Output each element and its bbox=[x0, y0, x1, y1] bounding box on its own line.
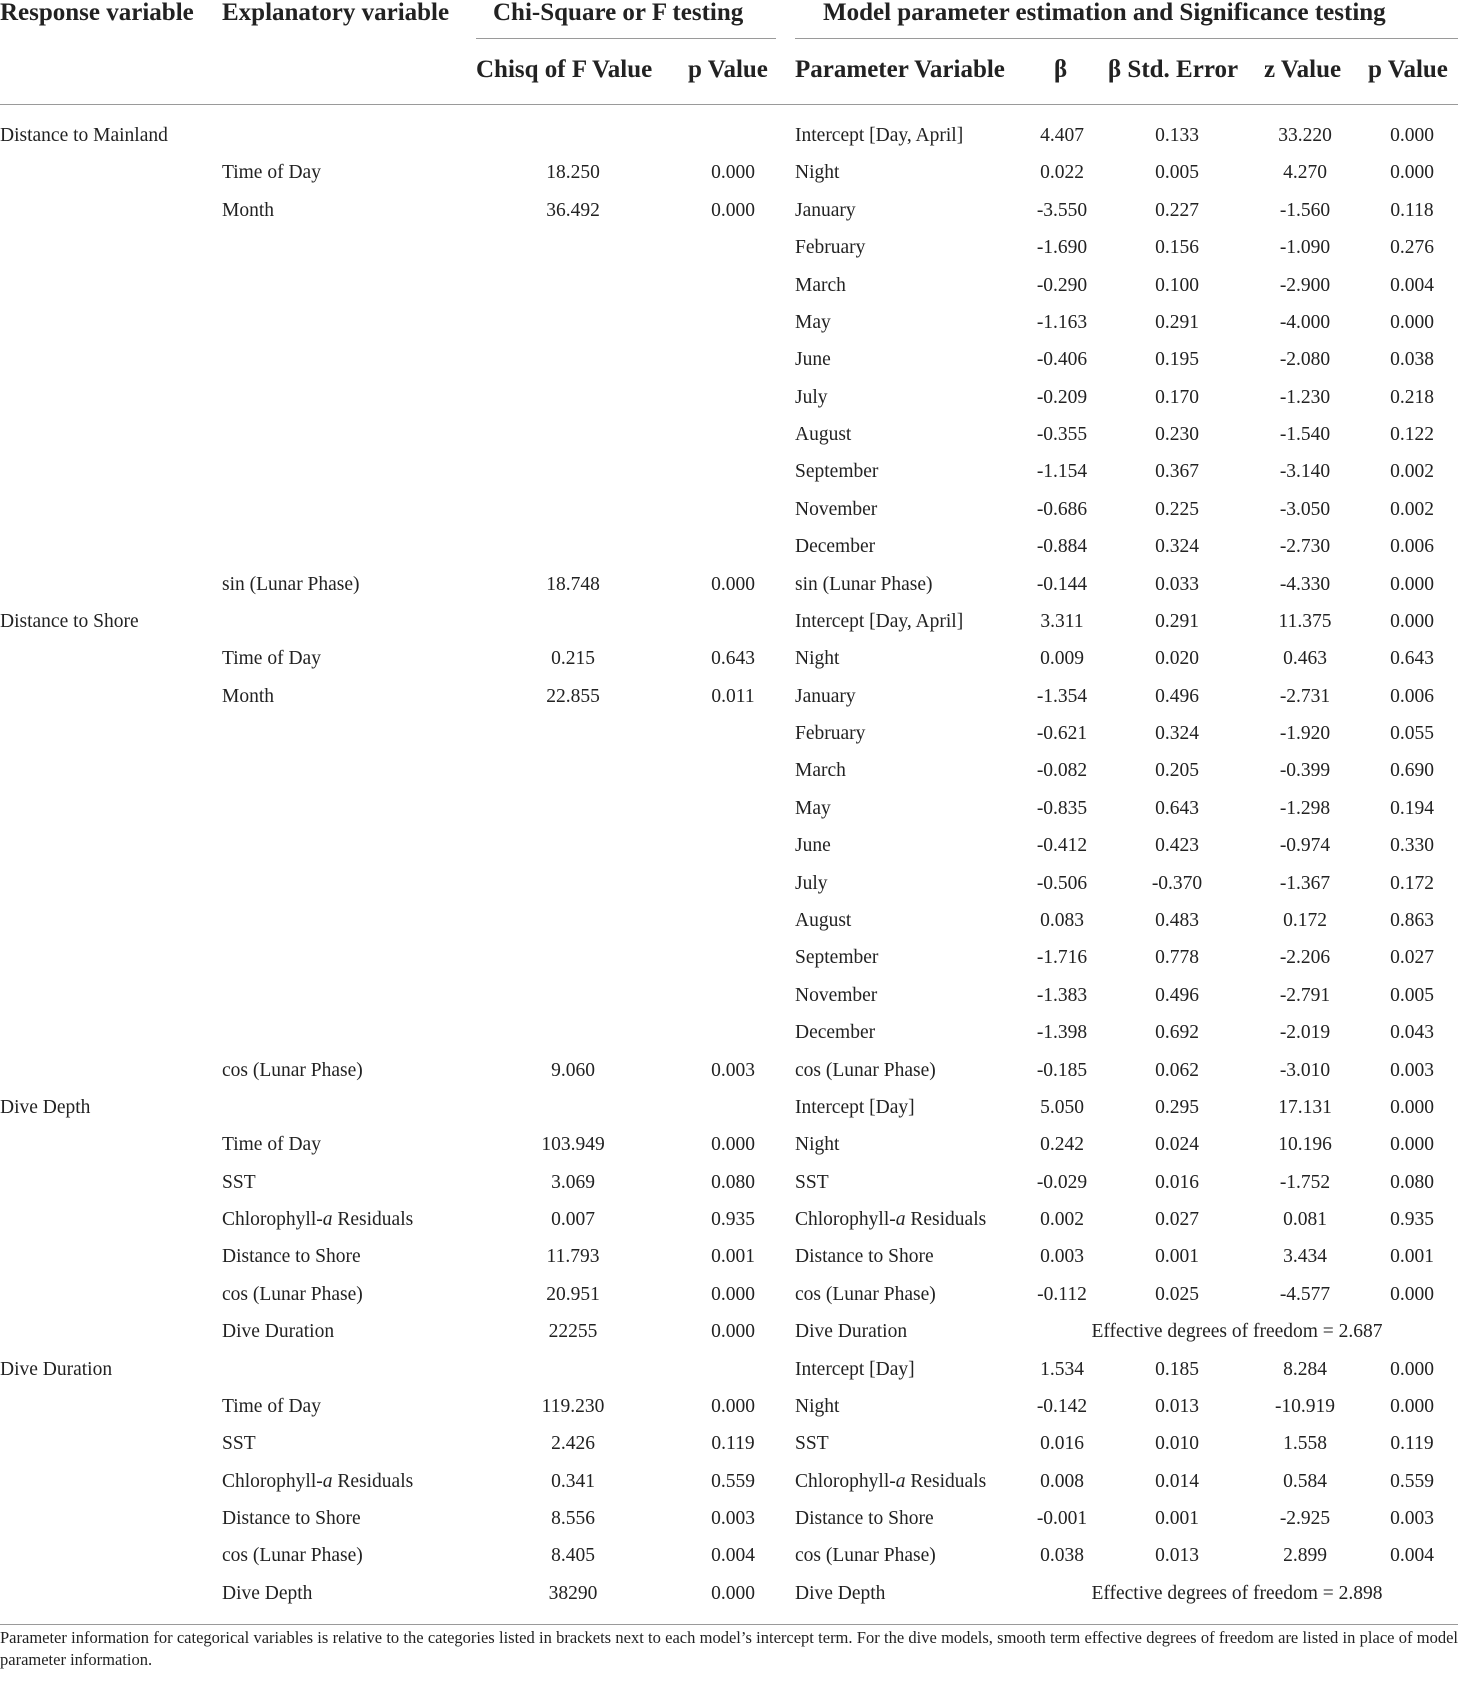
beta-cell: -1.690 bbox=[1036, 237, 1088, 259]
chisq-p-value-cell: 0.080 bbox=[711, 1171, 755, 1193]
header-z-value: z Value bbox=[1264, 56, 1342, 83]
parameter-variable-cell: November bbox=[795, 498, 878, 520]
beta-cell: -0.112 bbox=[1037, 1283, 1087, 1305]
parameter-variable-cell: cos (Lunar Phase) bbox=[795, 1283, 936, 1305]
z-value-cell: -2.791 bbox=[1279, 984, 1331, 1006]
z-value-cell: -4.000 bbox=[1279, 311, 1331, 333]
explanatory-variable-cell: sin (Lunar Phase) bbox=[222, 573, 360, 595]
beta-std-error-cell: 0.027 bbox=[1155, 1209, 1199, 1231]
beta-std-error-cell: 0.025 bbox=[1155, 1283, 1199, 1305]
chisq-value-cell: 8.405 bbox=[551, 1545, 595, 1567]
model-p-value-cell: 0.000 bbox=[1390, 1096, 1434, 1118]
beta-cell: -1.154 bbox=[1036, 461, 1088, 483]
model-p-value-cell: 0.001 bbox=[1390, 1246, 1434, 1268]
chisq-p-value-cell: 0.000 bbox=[711, 1395, 755, 1417]
chisq-value-cell: 119.230 bbox=[541, 1395, 605, 1417]
beta-std-error-cell: 0.483 bbox=[1155, 909, 1199, 931]
z-value-cell: 0.463 bbox=[1283, 648, 1327, 670]
beta-std-error-cell: 0.195 bbox=[1155, 349, 1199, 371]
model-p-value-cell: 0.000 bbox=[1390, 1134, 1434, 1156]
z-value-cell: -1.230 bbox=[1279, 386, 1331, 408]
beta-cell: 4.407 bbox=[1040, 125, 1084, 146]
explanatory-variable-cell: Chlorophyll-a Residuals bbox=[222, 1470, 414, 1492]
header-beta-std-error: β Std. Error bbox=[1108, 56, 1239, 83]
parameter-variable-cell: March bbox=[795, 760, 846, 782]
beta-cell: -0.412 bbox=[1036, 835, 1088, 857]
z-value-cell: -0.974 bbox=[1279, 835, 1331, 857]
header-parameter-variable: Parameter Variable bbox=[795, 56, 1005, 83]
beta-cell: 5.050 bbox=[1040, 1096, 1084, 1118]
parameter-variable-cell: cos (Lunar Phase) bbox=[795, 1545, 936, 1567]
model-p-value-cell: 0.330 bbox=[1390, 835, 1434, 857]
beta-cell: 0.016 bbox=[1040, 1433, 1084, 1455]
beta-std-error-cell: 0.778 bbox=[1155, 947, 1199, 969]
beta-std-error-cell: 0.014 bbox=[1155, 1470, 1199, 1492]
beta-std-error-cell: 0.133 bbox=[1155, 125, 1199, 146]
model-p-value-cell: 0.000 bbox=[1390, 1395, 1434, 1417]
chisq-value-cell: 0.215 bbox=[551, 648, 595, 670]
parameter-variable-cell: Dive Duration bbox=[795, 1321, 908, 1343]
z-value-cell: -2.080 bbox=[1279, 349, 1331, 371]
model-p-value-cell: 0.004 bbox=[1390, 274, 1434, 296]
z-value-cell: 10.196 bbox=[1278, 1134, 1332, 1156]
beta-std-error-cell: 0.496 bbox=[1155, 984, 1199, 1006]
model-p-value-cell: 0.006 bbox=[1390, 685, 1434, 707]
chisq-value-cell: 8.556 bbox=[551, 1508, 595, 1530]
model-p-value-cell: 0.043 bbox=[1390, 1022, 1434, 1044]
chisq-value-cell: 20.951 bbox=[546, 1283, 600, 1305]
parameter-variable-cell: Chlorophyll-a Residuals bbox=[795, 1470, 987, 1492]
parameter-variable-cell: May bbox=[795, 797, 831, 819]
beta-cell: -1.716 bbox=[1036, 947, 1088, 969]
beta-std-error-cell: 0.225 bbox=[1155, 498, 1199, 520]
explanatory-variable-cell: Dive Duration bbox=[222, 1321, 335, 1343]
header-model-group: Model parameter estimation and Significance testing bbox=[823, 0, 1386, 26]
beta-std-error-cell: 0.185 bbox=[1155, 1358, 1199, 1380]
beta-cell: -0.355 bbox=[1036, 424, 1088, 446]
chisq-p-value-cell: 0.003 bbox=[711, 1508, 755, 1530]
model-p-value-cell: 0.218 bbox=[1390, 386, 1434, 408]
model-p-value-cell: 0.690 bbox=[1390, 760, 1434, 782]
explanatory-variable-cell: Time of Day bbox=[222, 648, 321, 670]
chisq-value-cell: 2.426 bbox=[551, 1433, 595, 1455]
z-value-cell: -0.399 bbox=[1279, 760, 1331, 782]
explanatory-variable-cell: Chlorophyll-a Residuals bbox=[222, 1209, 414, 1231]
beta-cell: -0.506 bbox=[1036, 872, 1088, 894]
z-value-cell: -1.367 bbox=[1279, 872, 1331, 894]
chisq-value-cell: 18.748 bbox=[546, 573, 600, 595]
beta-cell: -1.398 bbox=[1036, 1022, 1088, 1044]
beta-cell: 1.534 bbox=[1040, 1358, 1084, 1380]
beta-cell: -0.835 bbox=[1036, 797, 1088, 819]
beta-cell: 0.002 bbox=[1040, 1209, 1084, 1231]
explanatory-variable-cell: Dive Depth bbox=[222, 1582, 313, 1604]
beta-cell: -0.142 bbox=[1036, 1395, 1088, 1417]
beta-std-error-cell: 0.020 bbox=[1155, 648, 1199, 670]
beta-cell: 0.022 bbox=[1040, 162, 1084, 184]
beta-cell: -1.163 bbox=[1036, 311, 1088, 333]
beta-std-error-cell: 0.324 bbox=[1155, 723, 1199, 745]
chisq-p-value-cell: 0.000 bbox=[711, 199, 755, 221]
beta-cell: -0.406 bbox=[1036, 349, 1088, 371]
parameter-variable-cell: SST bbox=[795, 1433, 829, 1455]
effective-degrees-of-freedom-cell: Effective degrees of freedom = 2.898 bbox=[1091, 1582, 1383, 1604]
z-value-cell: -2.900 bbox=[1279, 274, 1331, 296]
chisq-value-cell: 0.341 bbox=[551, 1470, 595, 1492]
parameter-variable-cell: January bbox=[795, 685, 856, 707]
explanatory-variable-cell: Distance to Shore bbox=[222, 1508, 361, 1530]
parameter-variable-cell: September bbox=[795, 461, 879, 483]
chisq-value-cell: 103.949 bbox=[541, 1134, 605, 1156]
z-value-cell: -2.730 bbox=[1279, 536, 1331, 558]
parameter-variable-cell: SST bbox=[795, 1171, 829, 1193]
beta-cell: -0.884 bbox=[1036, 536, 1088, 558]
beta-cell: -0.144 bbox=[1036, 573, 1088, 595]
z-value-cell: 2.899 bbox=[1283, 1545, 1327, 1567]
beta-cell: 3.311 bbox=[1040, 610, 1084, 632]
chisq-value-cell: 3.069 bbox=[551, 1171, 595, 1193]
z-value-cell: -10.919 bbox=[1274, 1395, 1336, 1417]
parameter-variable-cell: cos (Lunar Phase) bbox=[795, 1059, 936, 1081]
parameter-variable-cell: Intercept [Day] bbox=[795, 1096, 915, 1118]
beta-cell: -0.001 bbox=[1036, 1508, 1088, 1530]
chisq-value-cell: 22.855 bbox=[546, 685, 600, 707]
chisq-p-value-cell: 0.003 bbox=[711, 1059, 755, 1081]
parameter-variable-cell: Night bbox=[795, 1134, 840, 1156]
parameter-variable-cell: July bbox=[795, 872, 828, 894]
model-p-value-cell: 0.935 bbox=[1390, 1209, 1434, 1231]
beta-std-error-cell: 0.230 bbox=[1155, 424, 1199, 446]
beta-std-error-cell: 0.291 bbox=[1155, 610, 1199, 632]
beta-std-error-cell: 0.291 bbox=[1155, 311, 1199, 333]
model-p-value-cell: 0.000 bbox=[1390, 1358, 1434, 1380]
parameter-variable-cell: August bbox=[795, 424, 852, 446]
beta-std-error-cell: 0.016 bbox=[1155, 1171, 1199, 1193]
beta-std-error-cell: 0.062 bbox=[1155, 1059, 1199, 1081]
header-model-p-value: p Value bbox=[1368, 56, 1448, 83]
parameter-variable-cell: June bbox=[795, 835, 831, 857]
model-p-value-cell: 0.000 bbox=[1390, 573, 1434, 595]
z-value-cell: -3.010 bbox=[1279, 1059, 1331, 1081]
z-value-cell: -2.019 bbox=[1279, 1022, 1331, 1044]
parameter-variable-cell: November bbox=[795, 984, 878, 1006]
table-bottom-rule bbox=[0, 1624, 1458, 1625]
model-p-value-cell: 0.000 bbox=[1390, 311, 1434, 333]
model-p-value-cell: 0.038 bbox=[1390, 349, 1434, 371]
beta-std-error-cell: 0.170 bbox=[1155, 386, 1199, 408]
parameter-variable-cell: February bbox=[795, 237, 866, 259]
explanatory-variable-cell: Time of Day bbox=[222, 1395, 321, 1417]
chisq-p-value-cell: 0.000 bbox=[711, 1582, 755, 1604]
explanatory-variable-cell: Distance to Shore bbox=[222, 1246, 361, 1268]
response-variable-cell: Distance to Shore bbox=[0, 610, 139, 632]
beta-std-error-cell: 0.001 bbox=[1155, 1246, 1199, 1268]
beta-cell: -1.383 bbox=[1036, 984, 1088, 1006]
chisq-value-cell: 9.060 bbox=[551, 1059, 595, 1081]
header-beta: β bbox=[1054, 56, 1068, 83]
header-response-variable: Response variable bbox=[0, 0, 194, 26]
model-p-value-cell: 0.004 bbox=[1390, 1545, 1434, 1567]
header-explanatory-variable: Explanatory variable bbox=[222, 0, 450, 26]
parameter-variable-cell: February bbox=[795, 723, 866, 745]
z-value-cell: -2.206 bbox=[1279, 947, 1331, 969]
model-p-value-cell: 0.172 bbox=[1390, 872, 1434, 894]
chisq-p-value-cell: 0.004 bbox=[711, 1545, 755, 1567]
chisq-p-value-cell: 0.559 bbox=[711, 1470, 755, 1492]
beta-std-error-cell: -0.370 bbox=[1151, 872, 1203, 894]
explanatory-variable-cell: SST bbox=[222, 1433, 256, 1455]
z-value-cell: 11.375 bbox=[1278, 610, 1332, 632]
beta-std-error-cell: 0.643 bbox=[1155, 797, 1199, 819]
beta-std-error-cell: 0.205 bbox=[1155, 760, 1199, 782]
parameter-variable-cell: Night bbox=[795, 648, 840, 670]
beta-std-error-cell: 0.423 bbox=[1155, 835, 1199, 857]
z-value-cell: -1.090 bbox=[1279, 237, 1331, 259]
model-p-value-cell: 0.276 bbox=[1390, 237, 1434, 259]
parameter-variable-cell: Chlorophyll-a Residuals bbox=[795, 1209, 987, 1231]
explanatory-variable-cell: SST bbox=[222, 1171, 256, 1193]
z-value-cell: -1.752 bbox=[1279, 1171, 1331, 1193]
model-p-value-cell: 0.000 bbox=[1390, 1283, 1434, 1305]
z-value-cell: 0.584 bbox=[1283, 1470, 1327, 1492]
chisq-p-value-cell: 0.000 bbox=[711, 1134, 755, 1156]
chisq-p-value-cell: 0.001 bbox=[711, 1246, 755, 1268]
beta-std-error-cell: 0.227 bbox=[1155, 199, 1199, 221]
model-p-value-cell: 0.003 bbox=[1390, 1059, 1434, 1081]
model-p-value-cell: 0.080 bbox=[1390, 1171, 1434, 1193]
z-value-cell: 0.081 bbox=[1283, 1209, 1327, 1231]
explanatory-variable-cell: Month bbox=[222, 685, 275, 707]
chisq-value-cell: 18.250 bbox=[546, 162, 600, 184]
header-bottom-rule bbox=[0, 104, 1458, 105]
response-variable-cell: Distance to Mainland bbox=[0, 125, 168, 146]
z-value-cell: -1.920 bbox=[1279, 723, 1331, 745]
beta-cell: 0.083 bbox=[1040, 909, 1084, 931]
z-value-cell: 8.284 bbox=[1283, 1358, 1327, 1380]
z-value-cell: 17.131 bbox=[1278, 1096, 1332, 1118]
header-chi-square-group: Chi-Square or F testing bbox=[493, 0, 744, 26]
model-p-value-cell: 0.000 bbox=[1390, 125, 1434, 146]
beta-cell: 0.008 bbox=[1040, 1470, 1084, 1492]
z-value-cell: 0.172 bbox=[1283, 909, 1327, 931]
beta-cell: -0.082 bbox=[1036, 760, 1088, 782]
model-p-value-cell: 0.643 bbox=[1390, 648, 1434, 670]
model-p-value-cell: 0.003 bbox=[1390, 1508, 1434, 1530]
beta-cell: 0.003 bbox=[1040, 1246, 1084, 1268]
beta-std-error-cell: 0.100 bbox=[1155, 274, 1199, 296]
model-p-value-cell: 0.863 bbox=[1390, 909, 1434, 931]
beta-cell: -0.621 bbox=[1036, 723, 1088, 745]
explanatory-variable-cell: cos (Lunar Phase) bbox=[222, 1545, 363, 1567]
model-p-value-cell: 0.002 bbox=[1390, 461, 1434, 483]
beta-std-error-cell: 0.156 bbox=[1155, 237, 1199, 259]
z-value-cell: -1.298 bbox=[1279, 797, 1331, 819]
beta-cell: 0.038 bbox=[1040, 1545, 1084, 1567]
header-chisq-value: Chisq of F Value bbox=[476, 56, 653, 83]
beta-std-error-cell: 0.496 bbox=[1155, 685, 1199, 707]
beta-std-error-cell: 0.005 bbox=[1155, 162, 1199, 184]
parameter-variable-cell: Distance to Shore bbox=[795, 1508, 934, 1530]
chisq-p-value-cell: 0.000 bbox=[711, 162, 755, 184]
model-p-value-cell: 0.027 bbox=[1390, 947, 1434, 969]
model-p-value-cell: 0.122 bbox=[1390, 424, 1434, 446]
beta-cell: -0.686 bbox=[1036, 498, 1088, 520]
chisq-value-cell: 38290 bbox=[548, 1582, 598, 1604]
model-p-value-cell: 0.005 bbox=[1390, 984, 1434, 1006]
parameter-variable-cell: Distance to Shore bbox=[795, 1246, 934, 1268]
explanatory-variable-cell: Month bbox=[222, 199, 275, 221]
model-p-value-cell: 0.000 bbox=[1390, 610, 1434, 632]
beta-std-error-cell: 0.692 bbox=[1155, 1022, 1199, 1044]
model-p-value-cell: 0.194 bbox=[1390, 797, 1434, 819]
explanatory-variable-cell: Time of Day bbox=[222, 1134, 321, 1156]
beta-cell: -0.029 bbox=[1036, 1171, 1088, 1193]
parameter-variable-cell: Dive Depth bbox=[795, 1582, 886, 1604]
model-p-value-cell: 0.006 bbox=[1390, 536, 1434, 558]
explanatory-variable-cell: Time of Day bbox=[222, 162, 321, 184]
explanatory-variable-cell: cos (Lunar Phase) bbox=[222, 1059, 363, 1081]
model-p-value-cell: 0.002 bbox=[1390, 498, 1434, 520]
chi-square-group-rule bbox=[476, 38, 776, 39]
beta-cell: -1.354 bbox=[1036, 685, 1088, 707]
z-value-cell: 4.270 bbox=[1283, 162, 1327, 184]
parameter-variable-cell: January bbox=[795, 199, 856, 221]
z-value-cell: -3.050 bbox=[1279, 498, 1331, 520]
parameter-variable-cell: June bbox=[795, 349, 831, 371]
z-value-cell: -3.140 bbox=[1279, 461, 1331, 483]
beta-cell: -3.550 bbox=[1036, 199, 1088, 221]
chisq-p-value-cell: 0.119 bbox=[711, 1433, 755, 1455]
response-variable-cell: Dive Duration bbox=[0, 1358, 113, 1380]
model-p-value-cell: 0.119 bbox=[1390, 1433, 1434, 1455]
beta-cell: -0.290 bbox=[1036, 274, 1088, 296]
parameter-variable-cell: Night bbox=[795, 162, 840, 184]
parameter-variable-cell: August bbox=[795, 909, 852, 931]
chisq-p-value-cell: 0.011 bbox=[711, 685, 755, 707]
beta-std-error-cell: 0.013 bbox=[1155, 1395, 1199, 1417]
beta-std-error-cell: 0.010 bbox=[1155, 1433, 1199, 1455]
beta-std-error-cell: 0.324 bbox=[1155, 536, 1199, 558]
z-value-cell: -2.731 bbox=[1279, 685, 1331, 707]
chisq-p-value-cell: 0.000 bbox=[711, 1321, 755, 1343]
parameter-variable-cell: Intercept [Day] bbox=[795, 1358, 915, 1380]
model-group-rule bbox=[795, 38, 1458, 39]
beta-std-error-cell: 0.367 bbox=[1155, 461, 1199, 483]
model-p-value-cell: 0.055 bbox=[1390, 723, 1434, 745]
parameter-variable-cell: December bbox=[795, 536, 876, 558]
z-value-cell: -4.577 bbox=[1279, 1283, 1331, 1305]
model-p-value-cell: 0.559 bbox=[1390, 1470, 1434, 1492]
beta-std-error-cell: 0.001 bbox=[1155, 1508, 1199, 1530]
explanatory-variable-cell: cos (Lunar Phase) bbox=[222, 1283, 363, 1305]
beta-std-error-cell: 0.024 bbox=[1155, 1134, 1199, 1156]
chisq-p-value-cell: 0.643 bbox=[711, 648, 755, 670]
chisq-p-value-cell: 0.000 bbox=[711, 573, 755, 595]
chisq-value-cell: 22255 bbox=[548, 1321, 598, 1343]
parameter-variable-cell: December bbox=[795, 1022, 876, 1044]
chisq-value-cell: 11.793 bbox=[546, 1246, 600, 1268]
chisq-value-cell: 0.007 bbox=[551, 1209, 595, 1231]
chisq-value-cell: 36.492 bbox=[546, 199, 600, 221]
beta-std-error-cell: 0.033 bbox=[1155, 573, 1199, 595]
beta-cell: -0.209 bbox=[1036, 386, 1088, 408]
chisq-p-value-cell: 0.000 bbox=[711, 1283, 755, 1305]
z-value-cell: -4.330 bbox=[1279, 573, 1331, 595]
parameter-variable-cell: sin (Lunar Phase) bbox=[795, 573, 933, 595]
beta-std-error-cell: 0.013 bbox=[1155, 1545, 1199, 1567]
z-value-cell: 1.558 bbox=[1283, 1433, 1327, 1455]
beta-cell: 0.242 bbox=[1040, 1134, 1084, 1156]
parameter-variable-cell: July bbox=[795, 386, 828, 408]
parameter-variable-cell: September bbox=[795, 947, 879, 969]
z-value-cell: -2.925 bbox=[1279, 1508, 1331, 1530]
model-p-value-cell: 0.000 bbox=[1390, 162, 1434, 184]
parameter-variable-cell: Night bbox=[795, 1395, 840, 1417]
parameter-variable-cell: Intercept [Day, April] bbox=[795, 610, 964, 632]
beta-cell: -0.185 bbox=[1036, 1059, 1088, 1081]
response-variable-cell: Dive Depth bbox=[0, 1096, 91, 1118]
table-footnote: Parameter information for categorical variables is relative to the categories listed in brackets next to each model’s intercept term. For the dive models, smooth term effective degrees of freedom are listed in place of model parameter information. bbox=[0, 1628, 1458, 1669]
z-value-cell: -1.560 bbox=[1279, 199, 1331, 221]
beta-cell: 0.009 bbox=[1040, 648, 1084, 670]
chisq-p-value-cell: 0.935 bbox=[711, 1209, 755, 1231]
parameter-variable-cell: March bbox=[795, 274, 846, 296]
header-chisq-p-value: p Value bbox=[688, 56, 768, 83]
parameter-variable-cell: May bbox=[795, 311, 831, 333]
parameter-variable-cell: Intercept [Day, April] bbox=[795, 125, 964, 146]
z-value-cell: 3.434 bbox=[1283, 1246, 1327, 1268]
effective-degrees-of-freedom-cell: Effective degrees of freedom = 2.687 bbox=[1091, 1321, 1383, 1343]
model-p-value-cell: 0.118 bbox=[1390, 199, 1434, 221]
beta-std-error-cell: 0.295 bbox=[1155, 1096, 1199, 1118]
z-value-cell: 33.220 bbox=[1278, 125, 1332, 146]
z-value-cell: -1.540 bbox=[1279, 424, 1331, 446]
